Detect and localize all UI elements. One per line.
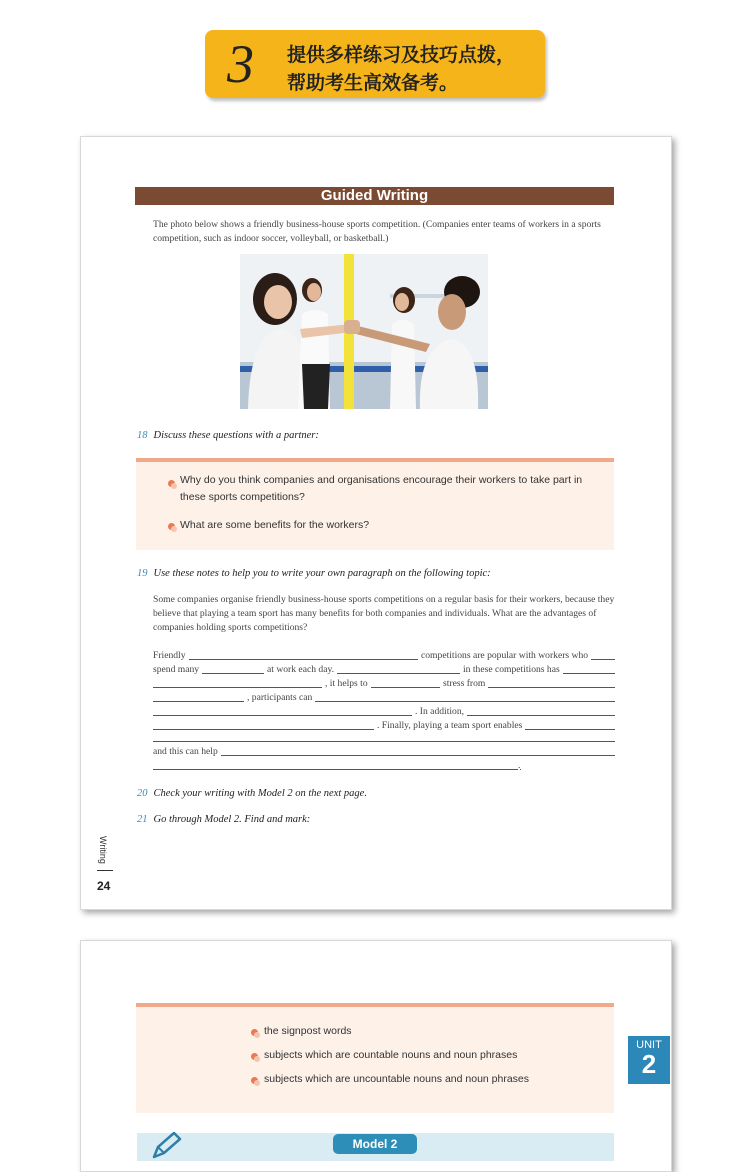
fill-text: and this can help: [150, 746, 221, 757]
discussion-item: Why do you think companies and organisations encourage their workers to take part in these sports competitions?: [180, 474, 583, 503]
fill-text: competitions are popular with workers who: [418, 650, 591, 661]
question-number: 21: [137, 814, 148, 825]
question-number: 19: [137, 568, 148, 579]
bullet-icon: [168, 480, 175, 487]
fill-line[interactable]: [153, 741, 615, 742]
fill-text: . Finally, playing a team sport enables: [374, 720, 525, 731]
section-title: Guided Writing: [135, 187, 614, 205]
question-text: Go through Model 2. Find and mark:: [153, 814, 311, 825]
fill-line[interactable]: [153, 755, 615, 756]
question-18: [137, 430, 319, 441]
unit-badge: [628, 1036, 670, 1084]
question-text: Use these notes to help you to write your own paragraph on the following topic:: [153, 568, 491, 579]
question-19: [137, 568, 491, 579]
question-21: [137, 814, 310, 825]
checklist-box: [136, 1003, 614, 1113]
feature-banner: [205, 30, 545, 98]
model-title: Model 2: [333, 1134, 417, 1154]
question-text: Discuss these questions with a partner:: [153, 430, 319, 441]
fill-line[interactable]: [153, 769, 521, 770]
sports-photo: [240, 254, 488, 409]
fill-text: stress from: [440, 678, 488, 689]
unit-number: 2: [641, 1049, 657, 1079]
checklist-item: subjects which are uncountable nouns and noun phrases: [264, 1073, 530, 1085]
question-20: [137, 788, 367, 799]
checklist-item: the signpost words: [264, 1025, 352, 1037]
question-number: 18: [137, 430, 148, 441]
fill-text: in these competitions has: [460, 664, 563, 675]
fill-text: . In addition,: [412, 706, 467, 717]
question-number: 20: [137, 788, 148, 799]
question-text: Check your writing with Model 2 on the next page.: [153, 788, 367, 799]
banner-number: 3: [227, 34, 254, 94]
intro-text: The photo below shows a friendly business-house sports competition. (Companies enter teams of workers in a sports competition, such as indoor soccer, volleyball, or basketball.): [153, 219, 601, 244]
discussion-box: [136, 458, 614, 550]
fill-text: , participants can: [244, 692, 315, 703]
fill-line[interactable]: [153, 687, 615, 688]
bullet-icon: [251, 1029, 258, 1036]
checklist-item: subjects which are countable nouns and noun phrases: [264, 1049, 518, 1061]
bullet-icon: [251, 1077, 258, 1084]
fill-line[interactable]: [153, 701, 615, 702]
discussion-item: What are some benefits for the workers?: [180, 519, 370, 531]
unit-label: UNIT: [636, 1039, 662, 1051]
fill-text: spend many: [150, 664, 202, 675]
bullet-icon: [168, 523, 175, 530]
fill-text: at work each day.: [264, 664, 337, 675]
divider: [97, 870, 113, 871]
fill-text: , it helps to: [322, 678, 371, 689]
fill-text: Friendly: [150, 650, 189, 661]
banner-line-1: 提供多样练习及技巧点拨，: [287, 44, 516, 66]
page-number: 24: [97, 879, 111, 893]
side-label: Writing: [98, 836, 108, 864]
fill-text: .: [518, 760, 521, 771]
banner-line-2: 帮助考生高效备考。: [287, 72, 459, 94]
topic-paragraph: Some companies organise friendly business-house sports competitions on a regular basis for their workers, because they believe that playing a team sport has many benefits for both companies and individuals. What are the advantages of companies holding sports competitions?: [153, 594, 615, 633]
fill-line[interactable]: [153, 715, 615, 716]
bullet-icon: [251, 1053, 258, 1060]
